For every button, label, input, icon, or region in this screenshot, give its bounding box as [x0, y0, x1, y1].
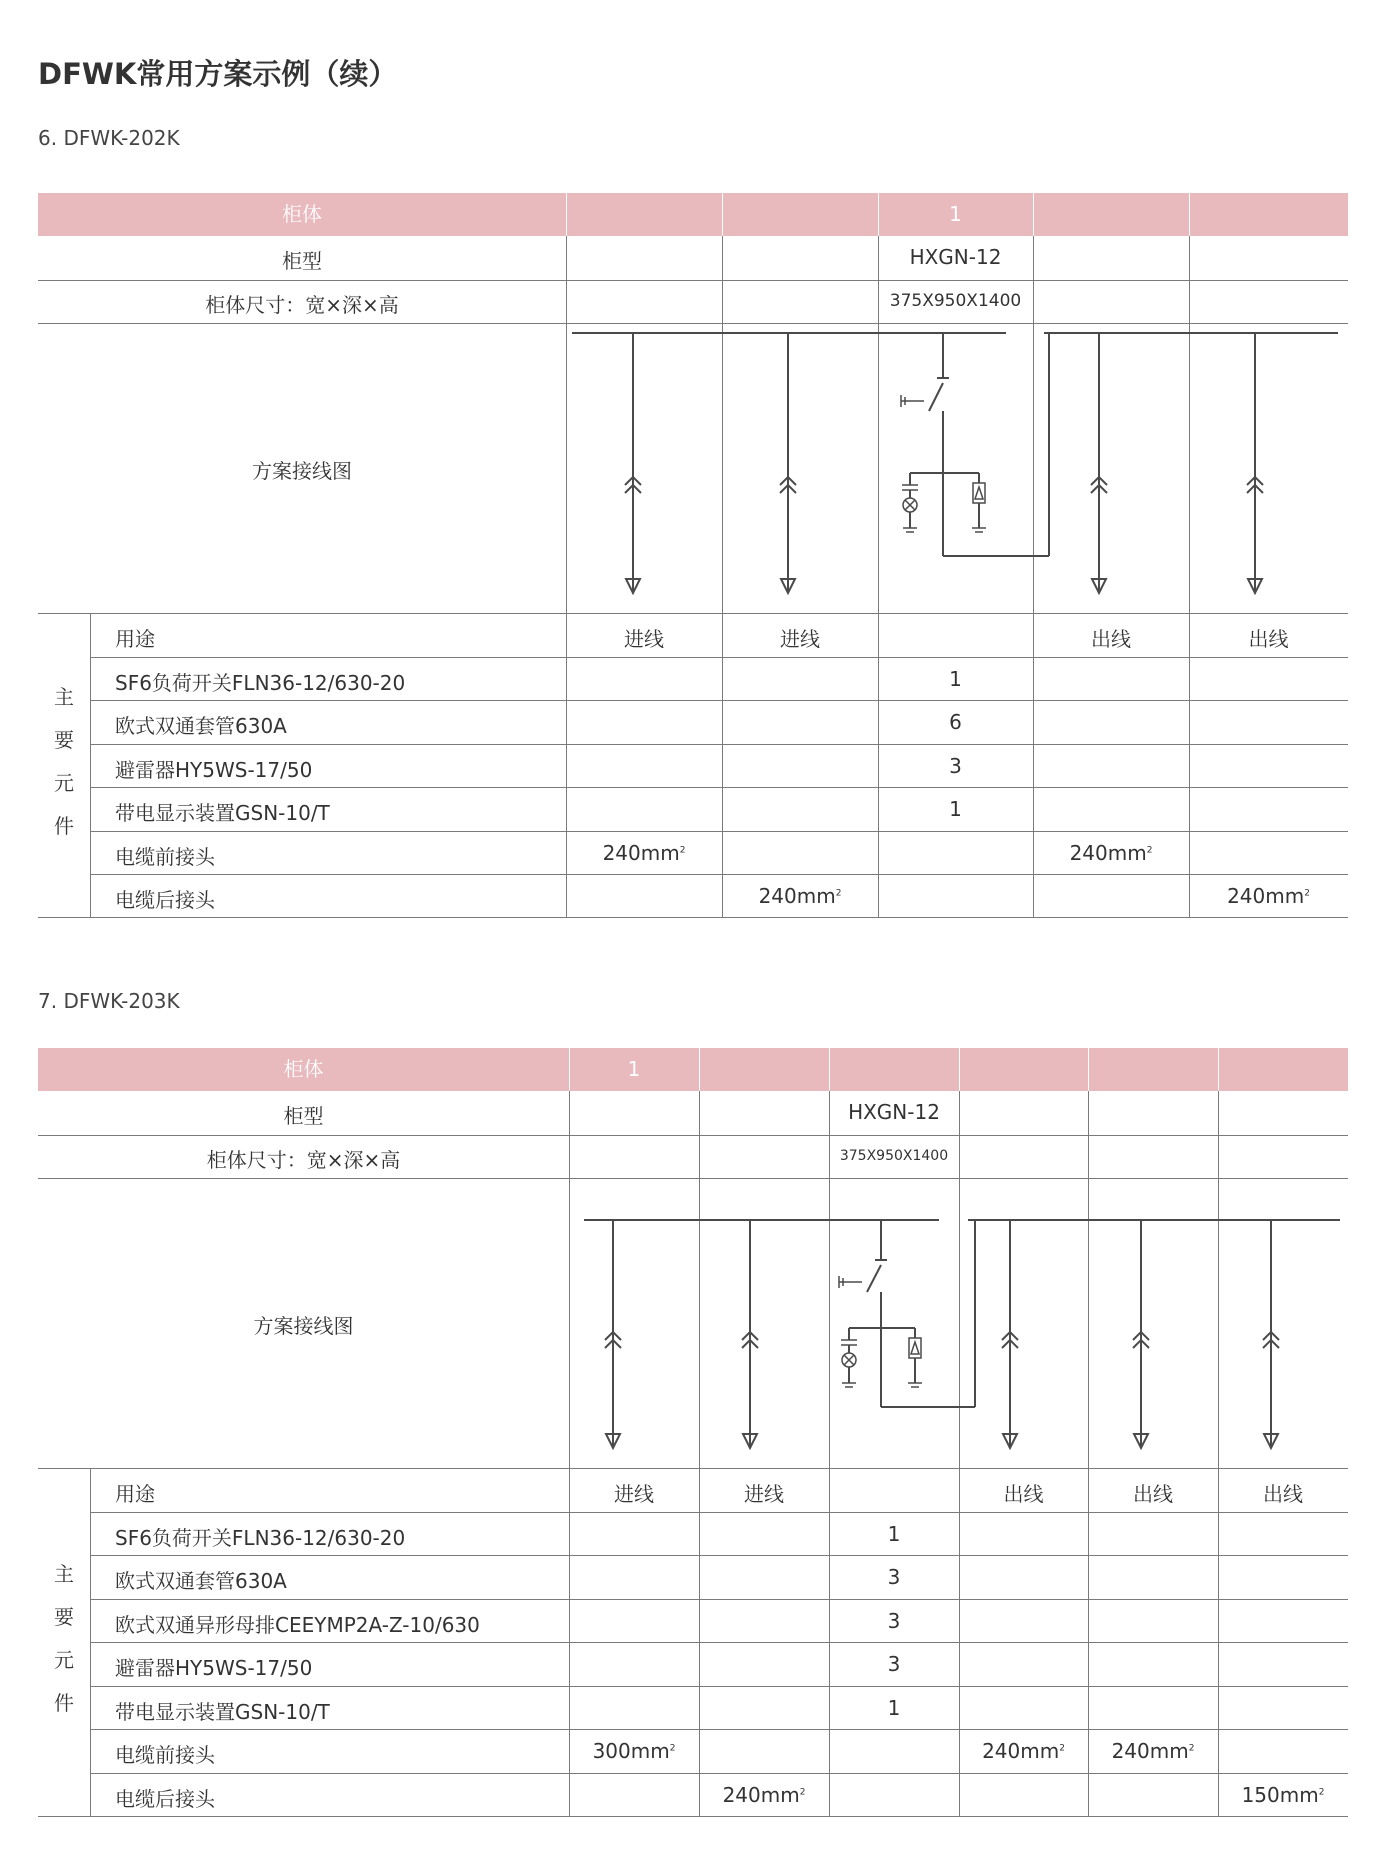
front-joint-cell: $300mm^2$	[592, 1739, 676, 1763]
usage-cell: 出线	[1091, 627, 1131, 651]
component-name: 带电显示装置GSN-10/T	[115, 801, 330, 825]
header-cabinet-number: 1	[627, 1057, 641, 1081]
table-header	[38, 193, 1348, 236]
cabinet-type-value: HXGN-12	[909, 245, 1002, 269]
rear-joint-cell: $150mm^2$	[1241, 1783, 1325, 1807]
header-cabinet-number: 1	[949, 202, 962, 226]
cable-feeder-4	[1133, 1220, 1149, 1448]
wiring-diagram-label: 方案接线图	[253, 1314, 354, 1338]
usage-cell: 出线	[1133, 1482, 1173, 1506]
component-name: SF6负荷开关FLN36-12/630-20	[115, 1526, 406, 1550]
component-qty: 6	[949, 710, 962, 734]
rear-joint-cell: $240mm^2$	[722, 1783, 806, 1807]
usage-cell: 进线	[780, 627, 820, 651]
usage-cell: 出线	[1003, 1482, 1044, 1506]
component-qty: 3	[887, 1609, 901, 1633]
main-components-group-label: 主 要 元 件	[54, 685, 74, 838]
component-name: 带电显示装置GSN-10/T	[115, 1700, 330, 1724]
front-joint-cell: $240mm^2$	[1069, 841, 1153, 865]
cable-feeder-3	[1002, 1220, 1018, 1448]
usage-cell: 进线	[624, 627, 664, 651]
front-joint-cell: $240mm^2$	[602, 841, 686, 865]
front-joint-label: 电缆前接头	[115, 845, 215, 869]
cabinet-type-label: 柜型	[282, 249, 322, 273]
front-joint-cell: $240mm^2$	[1111, 1739, 1195, 1763]
cable-feeder-2	[742, 1220, 758, 1448]
component-qty: 1	[949, 797, 962, 821]
cable-feeder-1	[625, 333, 641, 593]
cabinet-type-value: HXGN-12	[848, 1100, 940, 1124]
component-name: 欧式双通套管630A	[115, 714, 287, 738]
page-title: DFWK常用方案示例（续）	[38, 57, 398, 91]
header-cabinet-label: 柜体	[282, 202, 322, 226]
usage-cell: 进线	[614, 1482, 654, 1506]
cabinet-size-label: 柜体尺寸：宽×深×高	[205, 293, 399, 317]
main-components-group-label: 主 要 元 件	[54, 1562, 74, 1715]
component-name: 避雷器HY5WS-17/50	[115, 1656, 313, 1680]
scheme-table-202k	[38, 193, 1348, 918]
load-switch-circuit	[901, 333, 1049, 556]
cabinet-size-value: 375X950X1400	[839, 1148, 949, 1164]
component-qty: 3	[887, 1652, 901, 1676]
table-header	[38, 1048, 1348, 1091]
rear-joint-label: 电缆后接头	[115, 888, 215, 912]
usage-cell: 进线	[744, 1482, 784, 1506]
cabinet-type-label: 柜型	[283, 1104, 324, 1128]
component-qty: 1	[887, 1696, 901, 1720]
section-label-203k: 7. DFWK-203K	[38, 989, 180, 1013]
component-name: 欧式双通异形母排CEEYMP2A-Z-10/630	[115, 1613, 480, 1637]
usage-cell: 出线	[1248, 627, 1289, 651]
cabinet-size-value: 375X950X1400	[889, 291, 1022, 311]
cable-feeder-4	[1247, 333, 1263, 593]
cable-feeder-3	[1091, 333, 1107, 593]
component-qty: 3	[887, 1565, 901, 1589]
load-switch-circuit	[839, 1220, 975, 1407]
cabinet-size-label: 柜体尺寸：宽×深×高	[206, 1148, 401, 1172]
component-qty: 1	[887, 1522, 901, 1546]
rear-joint-cell: $240mm^2$	[758, 884, 842, 908]
cable-feeder-5	[1263, 1220, 1279, 1448]
section-label-202k: 6. DFWK-202K	[38, 126, 180, 150]
scheme-table-203k	[38, 1048, 1348, 1818]
rear-joint-label: 电缆后接头	[115, 1787, 215, 1811]
cable-feeder-1	[605, 1220, 621, 1448]
header-cabinet-label: 柜体	[283, 1057, 324, 1081]
component-qty: 3	[949, 754, 962, 778]
component-name: 欧式双通套管630A	[115, 1569, 287, 1593]
wiring-diagram-label: 方案接线图	[252, 459, 352, 483]
wiring-diagram	[566, 323, 1348, 613]
component-name: SF6负荷开关FLN36-12/630-20	[115, 671, 406, 695]
cable-feeder-2	[780, 333, 796, 593]
usage-cell: 出线	[1263, 1482, 1303, 1506]
front-joint-cell: $240mm^2$	[982, 1739, 1065, 1763]
usage-label: 用途	[115, 1482, 155, 1506]
front-joint-label: 电缆前接头	[115, 1743, 215, 1767]
wiring-diagram	[569, 1178, 1348, 1468]
usage-label: 用途	[115, 627, 155, 651]
component-qty: 1	[949, 667, 962, 691]
rear-joint-cell: $240mm^2$	[1227, 884, 1310, 908]
component-name: 避雷器HY5WS-17/50	[115, 758, 313, 782]
